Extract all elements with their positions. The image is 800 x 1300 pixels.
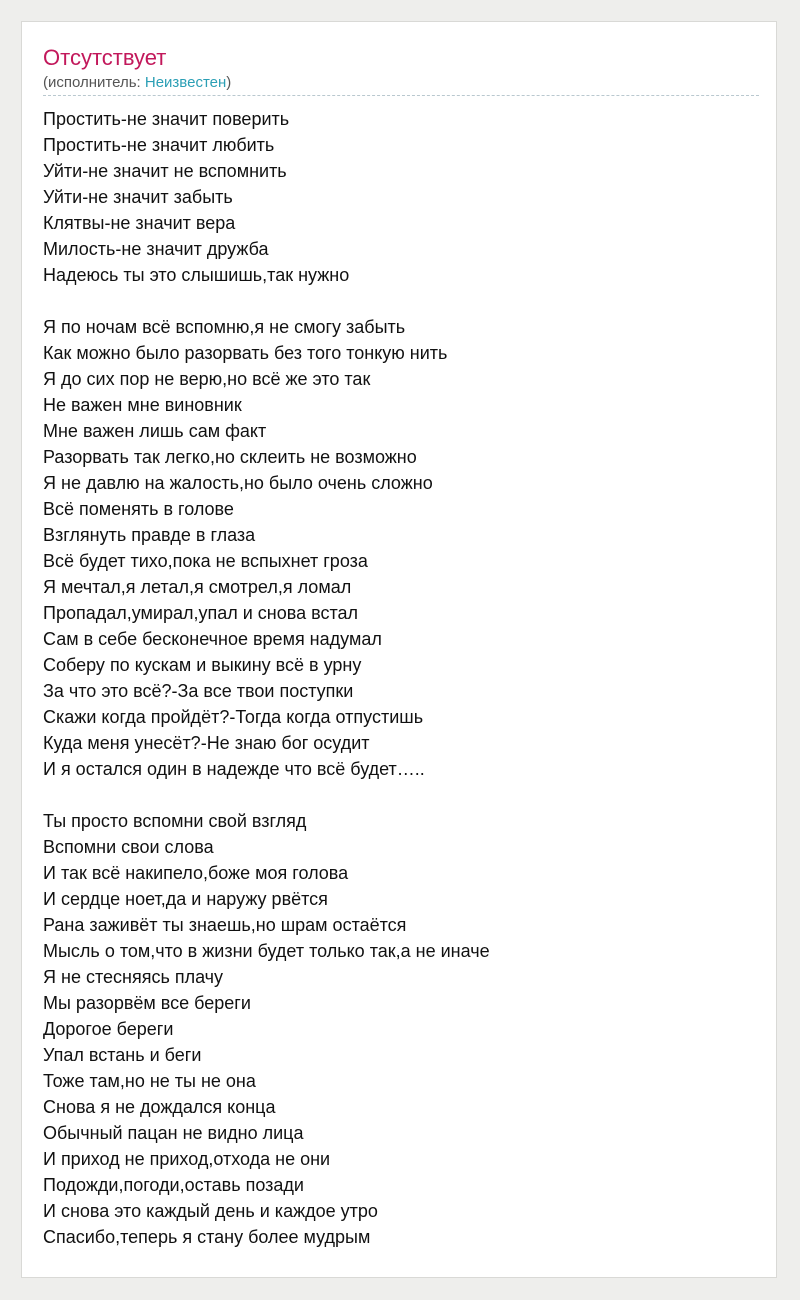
lyric-line: За что это всё?-За все твои поступки [43, 681, 354, 701]
lyric-line: Скажи когда пройдёт?-Тогда когда отпустишь [43, 707, 424, 727]
lyric-line: Мне важен лишь сам факт [43, 421, 267, 441]
lyric-line: Рана заживёт ты знаешь,но шрам остаётся [43, 915, 407, 935]
song-title: Отсутствует [43, 45, 167, 70]
lyric-line: Мы разорвём все береги [43, 993, 251, 1013]
artist-line [43, 73, 231, 93]
lyric-line: И сердце ноет,да и наружу рвётся [43, 889, 328, 909]
lyrics-stanza [43, 314, 759, 782]
lyric-line: Я до сих пор не верю,но всё же это так [43, 369, 371, 389]
lyric-line: Пропадал,умирал,упал и снова встал [43, 603, 359, 623]
lyric-line: Сам в себе бесконечное время надумал [43, 629, 382, 649]
lyric-line: Взглянуть правде в глаза [43, 525, 256, 545]
lyric-line: Я по ночам всё вспомню,я не смогу забыть [43, 317, 406, 337]
lyric-line: Простить-не значит поверить [43, 109, 290, 129]
song-header [43, 42, 759, 96]
lyric-line: Не важен мне виновник [43, 395, 242, 415]
artist-suffix: ) [226, 74, 232, 91]
lyric-line: Вспомни свои слова [43, 837, 214, 857]
lyric-line: Как можно было разорвать без того тонкую нить [43, 343, 448, 363]
lyric-line: Я мечтал,я летал,я смотрел,я ломал [43, 577, 352, 597]
lyric-line: Дорогое береги [43, 1019, 174, 1039]
lyric-line: Куда меня унесёт?-Не знаю бог осудит [43, 733, 370, 753]
lyrics-stanza [43, 808, 759, 1250]
lyric-line: Клятвы-не значит вера [43, 213, 236, 233]
lyrics-body [43, 106, 759, 1276]
lyric-line: Соберу по кускам и выкину всё в урну [43, 655, 362, 675]
lyric-line: И приход не приход,отхода не они [43, 1149, 331, 1169]
lyric-line: Мысль о том,что в жизни будет только так,а не иначе [43, 941, 490, 961]
lyric-line: Тоже там,но не ты не она [43, 1071, 256, 1091]
lyric-line: Простить-не значит любить [43, 135, 275, 155]
lyric-line: И я остался один в надежде что всё будет….. [43, 759, 425, 779]
lyric-line: Ты просто вспомни свой взгляд [43, 811, 307, 831]
lyric-line: Милость-не значит дружба [43, 239, 269, 259]
lyric-line: Спасибо,теперь я стану более мудрым [43, 1227, 371, 1247]
artist-prefix: (исполнитель: [43, 74, 145, 91]
lyric-line: Всё поменять в голове [43, 499, 234, 519]
artist-link[interactable]: Неизвестен [144, 74, 227, 91]
lyric-line: Разорвать так легко,но склеить не возможно [43, 447, 417, 467]
lyric-line: Уйти-не значит забыть [43, 187, 233, 207]
lyric-line: Надеюсь ты это слышишь,так нужно [43, 265, 350, 285]
lyrics-card [21, 21, 777, 1278]
lyric-line: Обычный пацан не видно лица [43, 1123, 304, 1143]
lyric-line: Я не давлю на жалость,но было очень сложно [43, 473, 433, 493]
lyric-line: Упал встань и беги [43, 1045, 202, 1065]
lyric-line: Я не стесняясь плачу [43, 967, 224, 987]
lyrics-stanza [43, 106, 759, 288]
lyric-line: Подожди,погоди,оставь позади [43, 1175, 304, 1195]
lyric-line: Снова я не дождался конца [43, 1097, 276, 1117]
lyric-line: И снова это каждый день и каждое утро [43, 1201, 378, 1221]
lyric-line: И так всё накипело,боже моя голова [43, 863, 349, 883]
lyric-line: Всё будет тихо,пока не вспыхнет гроза [43, 551, 368, 571]
lyric-line: Уйти-не значит не вспомнить [43, 161, 287, 181]
